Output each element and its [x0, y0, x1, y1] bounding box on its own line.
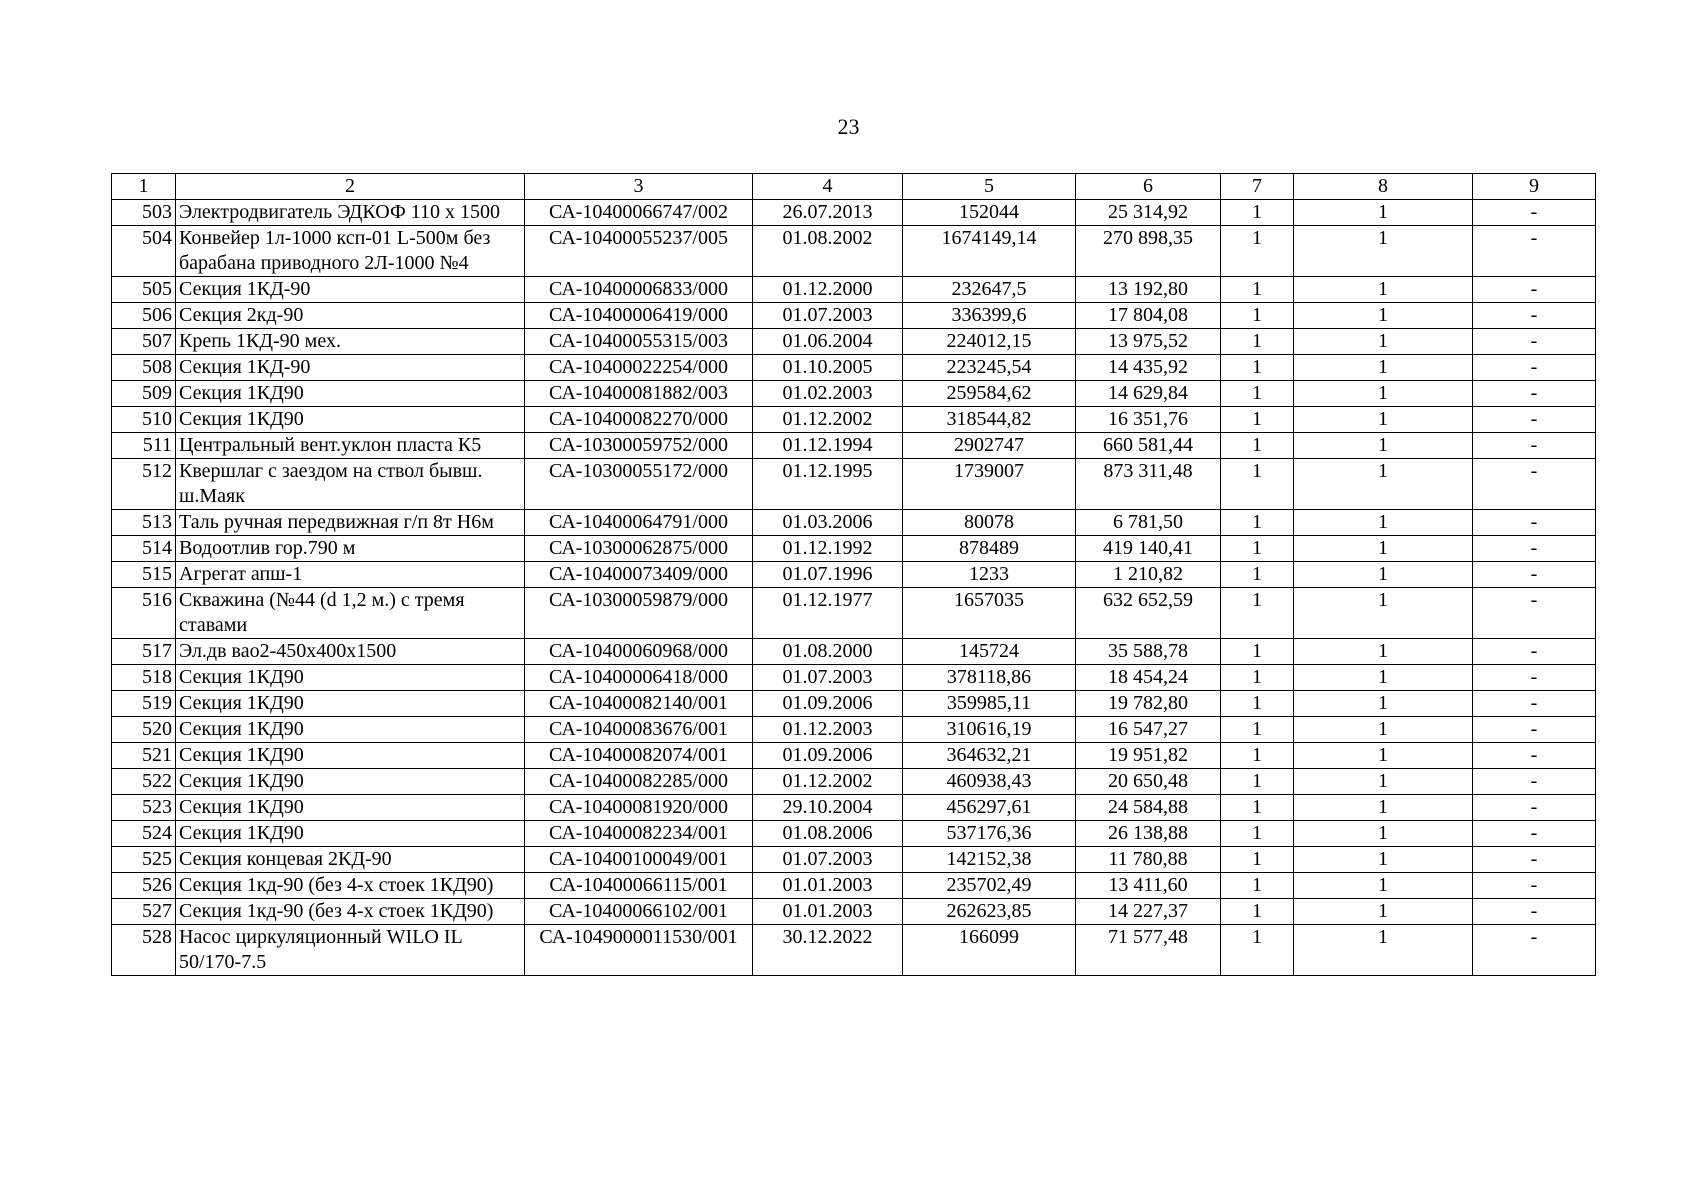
residual-cost-cell: 16 547,27	[1076, 717, 1221, 743]
residual-cost-cell: 13 192,80	[1076, 277, 1221, 303]
row-number-cell: 514	[112, 536, 176, 562]
initial-cost-cell: 2902747	[903, 433, 1076, 459]
col9-cell: -	[1473, 743, 1596, 769]
date-cell: 01.03.2006	[753, 510, 903, 536]
row-number-cell: 504	[112, 226, 176, 277]
initial-cost-cell: 142152,38	[903, 847, 1076, 873]
col7-cell: 1	[1221, 459, 1294, 510]
residual-cost-cell: 17 804,08	[1076, 303, 1221, 329]
header-cell: 6	[1076, 174, 1221, 200]
col7-cell: 1	[1221, 847, 1294, 873]
item-name-cell: Агрегат апш-1	[176, 562, 525, 588]
row-number-cell: 524	[112, 821, 176, 847]
date-cell: 01.10.2005	[753, 355, 903, 381]
residual-cost-cell: 35 588,78	[1076, 639, 1221, 665]
table-row	[112, 510, 1596, 536]
initial-cost-cell: 224012,15	[903, 329, 1076, 355]
date-cell: 01.12.1994	[753, 433, 903, 459]
col7-cell: 1	[1221, 355, 1294, 381]
residual-cost-cell: 13 411,60	[1076, 873, 1221, 899]
item-name-cell: Скважина (№44 (d 1,2 м.) с тремя ставами	[176, 588, 525, 639]
col8-cell: 1	[1294, 200, 1473, 226]
date-cell: 01.07.2003	[753, 847, 903, 873]
col7-cell: 1	[1221, 536, 1294, 562]
date-cell: 01.12.2002	[753, 769, 903, 795]
item-name-cell: Секция 1КД90	[176, 769, 525, 795]
item-name-cell: Эл.дв вао2-450х400х1500	[176, 639, 525, 665]
date-cell: 01.12.2002	[753, 407, 903, 433]
table-row	[112, 303, 1596, 329]
item-name-cell: Электродвигатель ЭДКОФ 110 х 1500	[176, 200, 525, 226]
inventory-code-cell: СА-10300055172/000	[525, 459, 753, 510]
col8-cell: 1	[1294, 717, 1473, 743]
table-row	[112, 769, 1596, 795]
inventory-code-cell: СА-10400006418/000	[525, 665, 753, 691]
date-cell: 01.02.2003	[753, 381, 903, 407]
item-name-cell: Квершлаг с заездом на ствол бывш. ш.Маяк	[176, 459, 525, 510]
inventory-code-cell: СА-10400066102/001	[525, 899, 753, 925]
table-row	[112, 665, 1596, 691]
col8-cell: 1	[1294, 407, 1473, 433]
initial-cost-cell: 1674149,14	[903, 226, 1076, 277]
header-cell: 5	[903, 174, 1076, 200]
col7-cell: 1	[1221, 381, 1294, 407]
item-name-cell: Конвейер 1л-1000 ксп-01 L-500м без барабана приводного 2Л-1000 №4	[176, 226, 525, 277]
inventory-code-cell: СА-10400083676/001	[525, 717, 753, 743]
initial-cost-cell: 145724	[903, 639, 1076, 665]
inventory-code-cell: СА-10400081920/000	[525, 795, 753, 821]
col9-cell: -	[1473, 459, 1596, 510]
residual-cost-cell: 26 138,88	[1076, 821, 1221, 847]
col9-cell: -	[1473, 847, 1596, 873]
table-row	[112, 407, 1596, 433]
table-row	[112, 847, 1596, 873]
table-row	[112, 277, 1596, 303]
date-cell: 01.12.2003	[753, 717, 903, 743]
item-name-cell: Секция 1КД90	[176, 743, 525, 769]
col9-cell: -	[1473, 873, 1596, 899]
col7-cell: 1	[1221, 795, 1294, 821]
table-row	[112, 200, 1596, 226]
initial-cost-cell: 166099	[903, 925, 1076, 976]
table-row	[112, 562, 1596, 588]
residual-cost-cell: 632 652,59	[1076, 588, 1221, 639]
date-cell: 29.10.2004	[753, 795, 903, 821]
col9-cell: -	[1473, 407, 1596, 433]
col8-cell: 1	[1294, 226, 1473, 277]
row-number-cell: 522	[112, 769, 176, 795]
col9-cell: -	[1473, 665, 1596, 691]
date-cell: 01.06.2004	[753, 329, 903, 355]
inventory-code-cell: СА-10400082285/000	[525, 769, 753, 795]
col8-cell: 1	[1294, 381, 1473, 407]
table-row	[112, 743, 1596, 769]
col8-cell: 1	[1294, 847, 1473, 873]
date-cell: 01.12.1992	[753, 536, 903, 562]
row-number-cell: 527	[112, 899, 176, 925]
inventory-code-cell: СА-10400060968/000	[525, 639, 753, 665]
inventory-table	[111, 173, 1596, 976]
col8-cell: 1	[1294, 588, 1473, 639]
inventory-code-cell: СА-10400082270/000	[525, 407, 753, 433]
initial-cost-cell: 152044	[903, 200, 1076, 226]
date-cell: 01.09.2006	[753, 743, 903, 769]
table-row	[112, 329, 1596, 355]
inventory-code-cell: СА-10400064791/000	[525, 510, 753, 536]
table-row	[112, 925, 1596, 976]
row-number-cell: 503	[112, 200, 176, 226]
item-name-cell: Насос циркуляционный WILO IL 50/170-7.5	[176, 925, 525, 976]
col8-cell: 1	[1294, 329, 1473, 355]
table-row	[112, 691, 1596, 717]
col9-cell: -	[1473, 691, 1596, 717]
initial-cost-cell: 456297,61	[903, 795, 1076, 821]
initial-cost-cell: 262623,85	[903, 899, 1076, 925]
table-row	[112, 433, 1596, 459]
col9-cell: -	[1473, 769, 1596, 795]
residual-cost-cell: 71 577,48	[1076, 925, 1221, 976]
item-name-cell: Секция 1КД-90	[176, 277, 525, 303]
date-cell: 01.12.1995	[753, 459, 903, 510]
col7-cell: 1	[1221, 873, 1294, 899]
initial-cost-cell: 378118,86	[903, 665, 1076, 691]
residual-cost-cell: 13 975,52	[1076, 329, 1221, 355]
col8-cell: 1	[1294, 821, 1473, 847]
table-row	[112, 459, 1596, 510]
item-name-cell: Секция 1КД90	[176, 717, 525, 743]
row-number-cell: 523	[112, 795, 176, 821]
header-cell: 8	[1294, 174, 1473, 200]
col9-cell: -	[1473, 899, 1596, 925]
col7-cell: 1	[1221, 925, 1294, 976]
row-number-cell: 519	[112, 691, 176, 717]
col9-cell: -	[1473, 639, 1596, 665]
inventory-code-cell: СА-10300062875/000	[525, 536, 753, 562]
col7-cell: 1	[1221, 639, 1294, 665]
row-number-cell: 507	[112, 329, 176, 355]
col8-cell: 1	[1294, 769, 1473, 795]
date-cell: 01.01.2003	[753, 873, 903, 899]
item-name-cell: Секция 1кд-90 (без 4-х стоек 1КД90)	[176, 873, 525, 899]
col7-cell: 1	[1221, 329, 1294, 355]
header-cell: 4	[753, 174, 903, 200]
residual-cost-cell: 14 435,92	[1076, 355, 1221, 381]
date-cell: 30.12.2022	[753, 925, 903, 976]
row-number-cell: 511	[112, 433, 176, 459]
initial-cost-cell: 1233	[903, 562, 1076, 588]
residual-cost-cell: 14 629,84	[1076, 381, 1221, 407]
col8-cell: 1	[1294, 433, 1473, 459]
initial-cost-cell: 1739007	[903, 459, 1076, 510]
col9-cell: -	[1473, 588, 1596, 639]
col9-cell: -	[1473, 381, 1596, 407]
initial-cost-cell: 232647,5	[903, 277, 1076, 303]
col7-cell: 1	[1221, 562, 1294, 588]
col8-cell: 1	[1294, 691, 1473, 717]
row-number-cell: 525	[112, 847, 176, 873]
row-number-cell: 515	[112, 562, 176, 588]
inventory-code-cell: СА-10400066747/002	[525, 200, 753, 226]
col8-cell: 1	[1294, 873, 1473, 899]
date-cell: 01.12.2000	[753, 277, 903, 303]
residual-cost-cell: 11 780,88	[1076, 847, 1221, 873]
inventory-code-cell: СА-10400006419/000	[525, 303, 753, 329]
table-row	[112, 873, 1596, 899]
table-row	[112, 588, 1596, 639]
residual-cost-cell: 20 650,48	[1076, 769, 1221, 795]
item-name-cell: Крепь 1КД-90 мех.	[176, 329, 525, 355]
item-name-cell: Центральный вент.уклон пласта К5	[176, 433, 525, 459]
col8-cell: 1	[1294, 665, 1473, 691]
inventory-code-cell: СА-10300059752/000	[525, 433, 753, 459]
header-cell: 2	[176, 174, 525, 200]
col7-cell: 1	[1221, 717, 1294, 743]
date-cell: 01.01.2003	[753, 899, 903, 925]
row-number-cell: 528	[112, 925, 176, 976]
col7-cell: 1	[1221, 510, 1294, 536]
col7-cell: 1	[1221, 433, 1294, 459]
page-number: 23	[837, 114, 860, 139]
initial-cost-cell: 1657035	[903, 588, 1076, 639]
initial-cost-cell: 537176,36	[903, 821, 1076, 847]
col7-cell: 1	[1221, 226, 1294, 277]
inventory-code-cell: СА-10300059879/000	[525, 588, 753, 639]
table-row	[112, 821, 1596, 847]
col9-cell: -	[1473, 277, 1596, 303]
initial-cost-cell: 460938,43	[903, 769, 1076, 795]
row-number-cell: 518	[112, 665, 176, 691]
date-cell: 01.07.2003	[753, 665, 903, 691]
inventory-code-cell: СА-10400081882/003	[525, 381, 753, 407]
inventory-code-cell: СА-10400022254/000	[525, 355, 753, 381]
item-name-cell: Секция 1КД90	[176, 691, 525, 717]
item-name-cell: Секция 1КД-90	[176, 355, 525, 381]
col8-cell: 1	[1294, 639, 1473, 665]
inventory-code-cell: СА-10400082140/001	[525, 691, 753, 717]
col7-cell: 1	[1221, 407, 1294, 433]
initial-cost-cell: 318544,82	[903, 407, 1076, 433]
item-name-cell: Таль ручная передвижная г/п 8т Н6м	[176, 510, 525, 536]
item-name-cell: Секция 1КД90	[176, 795, 525, 821]
inventory-code-cell: СА-10400055315/003	[525, 329, 753, 355]
date-cell: 01.07.2003	[753, 303, 903, 329]
table-row	[112, 226, 1596, 277]
row-number-cell: 509	[112, 381, 176, 407]
row-number-cell: 516	[112, 588, 176, 639]
col9-cell: -	[1473, 510, 1596, 536]
row-number-cell: 506	[112, 303, 176, 329]
col7-cell: 1	[1221, 588, 1294, 639]
col8-cell: 1	[1294, 277, 1473, 303]
col9-cell: -	[1473, 303, 1596, 329]
inventory-code-cell: СА-10400073409/000	[525, 562, 753, 588]
date-cell: 01.07.1996	[753, 562, 903, 588]
col9-cell: -	[1473, 433, 1596, 459]
item-name-cell: Секция 2кд-90	[176, 303, 525, 329]
initial-cost-cell: 223245,54	[903, 355, 1076, 381]
col9-cell: -	[1473, 200, 1596, 226]
inventory-code-cell: СА-10400100049/001	[525, 847, 753, 873]
col8-cell: 1	[1294, 536, 1473, 562]
residual-cost-cell: 25 314,92	[1076, 200, 1221, 226]
residual-cost-cell: 16 351,76	[1076, 407, 1221, 433]
col8-cell: 1	[1294, 562, 1473, 588]
table-row	[112, 355, 1596, 381]
col7-cell: 1	[1221, 277, 1294, 303]
col9-cell: -	[1473, 821, 1596, 847]
residual-cost-cell: 24 584,88	[1076, 795, 1221, 821]
col7-cell: 1	[1221, 899, 1294, 925]
header-row	[112, 174, 1596, 200]
col8-cell: 1	[1294, 459, 1473, 510]
initial-cost-cell: 235702,49	[903, 873, 1076, 899]
item-name-cell: Секция 1КД90	[176, 381, 525, 407]
col7-cell: 1	[1221, 821, 1294, 847]
table-body	[112, 174, 1596, 976]
col8-cell: 1	[1294, 510, 1473, 536]
item-name-cell: Секция 1КД90	[176, 821, 525, 847]
residual-cost-cell: 18 454,24	[1076, 665, 1221, 691]
col8-cell: 1	[1294, 355, 1473, 381]
item-name-cell: Секция 1кд-90 (без 4-х стоек 1КД90)	[176, 899, 525, 925]
residual-cost-cell: 6 781,50	[1076, 510, 1221, 536]
row-number-cell: 512	[112, 459, 176, 510]
header-cell: 9	[1473, 174, 1596, 200]
col9-cell: -	[1473, 562, 1596, 588]
col9-cell: -	[1473, 717, 1596, 743]
residual-cost-cell: 19 782,80	[1076, 691, 1221, 717]
table-row	[112, 381, 1596, 407]
col7-cell: 1	[1221, 200, 1294, 226]
row-number-cell: 508	[112, 355, 176, 381]
item-name-cell: Водоотлив гор.790 м	[176, 536, 525, 562]
date-cell: 01.08.2000	[753, 639, 903, 665]
header-cell: 7	[1221, 174, 1294, 200]
col9-cell: -	[1473, 795, 1596, 821]
table-row	[112, 795, 1596, 821]
date-cell: 01.08.2006	[753, 821, 903, 847]
col9-cell: -	[1473, 329, 1596, 355]
col8-cell: 1	[1294, 303, 1473, 329]
col8-cell: 1	[1294, 899, 1473, 925]
initial-cost-cell: 80078	[903, 510, 1076, 536]
inventory-code-cell: СА-10400082074/001	[525, 743, 753, 769]
residual-cost-cell: 873 311,48	[1076, 459, 1221, 510]
initial-cost-cell: 259584,62	[903, 381, 1076, 407]
col9-cell: -	[1473, 226, 1596, 277]
initial-cost-cell: 359985,11	[903, 691, 1076, 717]
residual-cost-cell: 14 227,37	[1076, 899, 1221, 925]
col7-cell: 1	[1221, 665, 1294, 691]
row-number-cell: 510	[112, 407, 176, 433]
row-number-cell: 521	[112, 743, 176, 769]
col8-cell: 1	[1294, 925, 1473, 976]
row-number-cell: 513	[112, 510, 176, 536]
row-number-cell: 505	[112, 277, 176, 303]
row-number-cell: 520	[112, 717, 176, 743]
item-name-cell: Секция концевая 2КД-90	[176, 847, 525, 873]
header-cell: 3	[525, 174, 753, 200]
date-cell: 01.08.2002	[753, 226, 903, 277]
date-cell: 01.12.1977	[753, 588, 903, 639]
inventory-code-cell: СА-10400055237/005	[525, 226, 753, 277]
initial-cost-cell: 878489	[903, 536, 1076, 562]
residual-cost-cell: 19 951,82	[1076, 743, 1221, 769]
inventory-code-cell: СА-1049000011530/001	[525, 925, 753, 976]
col7-cell: 1	[1221, 743, 1294, 769]
col7-cell: 1	[1221, 303, 1294, 329]
col9-cell: -	[1473, 536, 1596, 562]
initial-cost-cell: 364632,21	[903, 743, 1076, 769]
date-cell: 26.07.2013	[753, 200, 903, 226]
inventory-code-cell: СА-10400066115/001	[525, 873, 753, 899]
col7-cell: 1	[1221, 691, 1294, 717]
col9-cell: -	[1473, 925, 1596, 976]
table-row	[112, 639, 1596, 665]
item-name-cell: Секция 1КД90	[176, 407, 525, 433]
col8-cell: 1	[1294, 795, 1473, 821]
table-row	[112, 717, 1596, 743]
residual-cost-cell: 660 581,44	[1076, 433, 1221, 459]
initial-cost-cell: 336399,6	[903, 303, 1076, 329]
initial-cost-cell: 310616,19	[903, 717, 1076, 743]
table-row	[112, 899, 1596, 925]
col9-cell: -	[1473, 355, 1596, 381]
row-number-cell: 526	[112, 873, 176, 899]
residual-cost-cell: 1 210,82	[1076, 562, 1221, 588]
residual-cost-cell: 270 898,35	[1076, 226, 1221, 277]
header-cell: 1	[112, 174, 176, 200]
col7-cell: 1	[1221, 769, 1294, 795]
inventory-code-cell: СА-10400006833/000	[525, 277, 753, 303]
inventory-code-cell: СА-10400082234/001	[525, 821, 753, 847]
row-number-cell: 517	[112, 639, 176, 665]
col8-cell: 1	[1294, 743, 1473, 769]
item-name-cell: Секция 1КД90	[176, 665, 525, 691]
table-row	[112, 536, 1596, 562]
residual-cost-cell: 419 140,41	[1076, 536, 1221, 562]
date-cell: 01.09.2006	[753, 691, 903, 717]
